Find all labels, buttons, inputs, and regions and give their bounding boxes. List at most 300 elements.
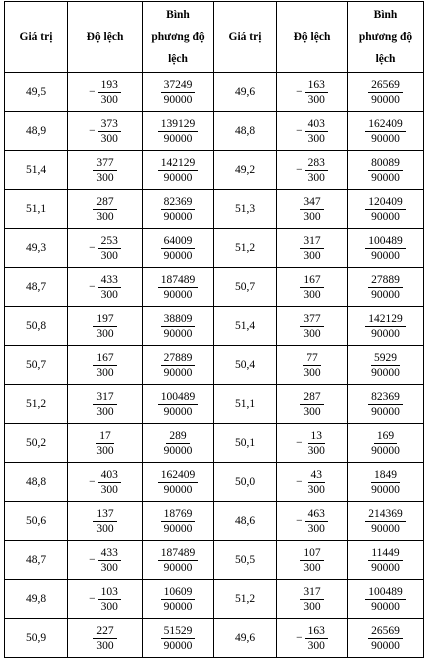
denominator: 90000 (163, 171, 193, 184)
fraction (158, 156, 199, 185)
denominator: 90000 (371, 210, 400, 223)
header-line: Độ lệch (86, 31, 124, 43)
table-row (5, 229, 424, 268)
denominator: 90000 (163, 210, 193, 223)
table-row (5, 619, 424, 658)
denominator: 90000 (371, 249, 400, 262)
deviation-cell (68, 307, 143, 346)
value-cell: 48,7 (5, 268, 68, 307)
squared-deviation-cell (143, 73, 214, 112)
fraction (93, 156, 116, 185)
numerator: 142129 (158, 156, 199, 171)
denominator: 300 (307, 639, 325, 652)
numerator: 167 (300, 273, 323, 288)
value-cell: 50,2 (5, 424, 68, 463)
denominator: 300 (96, 171, 114, 184)
numerator: 100489 (365, 585, 406, 600)
denominator: 300 (303, 366, 321, 379)
denominator: 300 (96, 327, 114, 340)
numerator: 227 (93, 624, 116, 639)
deviation-cell (68, 73, 143, 112)
value-cell: 51,3 (214, 190, 277, 229)
table-row (5, 268, 424, 307)
deviation-fraction (89, 468, 121, 497)
numerator: 51529 (161, 624, 196, 639)
numerator: 317 (300, 585, 323, 600)
denominator: 300 (96, 444, 114, 457)
denominator: 300 (100, 249, 118, 262)
numerator: 317 (93, 390, 116, 405)
value-cell: 50,9 (5, 619, 68, 658)
fraction (161, 429, 196, 458)
squared-deviation-cell (143, 424, 214, 463)
squared-deviation-fraction (161, 585, 196, 614)
squared-deviation-cell (348, 151, 424, 190)
deviation-cell (68, 502, 143, 541)
squared-deviation-cell (348, 346, 424, 385)
table-row (5, 346, 424, 385)
denominator: 90000 (371, 93, 400, 106)
numerator: 287 (300, 390, 323, 405)
denominator: 90000 (163, 288, 193, 301)
fraction (93, 312, 116, 341)
denominator: 90000 (371, 327, 400, 340)
fraction (365, 195, 406, 224)
numerator: 377 (300, 312, 323, 327)
header-value-2 (214, 2, 277, 73)
fraction (368, 156, 403, 185)
denominator: 90000 (163, 444, 193, 457)
denominator: 300 (100, 561, 118, 574)
denominator: 300 (303, 288, 321, 301)
denominator: 300 (96, 210, 114, 223)
value-cell: 50,6 (5, 502, 68, 541)
numerator: 214369 (365, 507, 406, 522)
deviation-cell (68, 112, 143, 151)
numerator: 139129 (158, 117, 199, 132)
denominator: 90000 (163, 483, 193, 496)
deviation-cell (68, 268, 143, 307)
value-cell: 51,1 (5, 190, 68, 229)
numerator: 82369 (161, 195, 196, 210)
fraction (365, 507, 406, 536)
squared-deviation-cell (348, 268, 424, 307)
squared-deviation-cell (348, 385, 424, 424)
deviation-cell (277, 268, 348, 307)
value-cell: 50,0 (214, 463, 277, 502)
squared-deviation-fraction (161, 624, 196, 653)
fraction (365, 312, 406, 341)
fraction (93, 624, 116, 653)
fraction (368, 390, 403, 419)
numerator: 26569 (368, 624, 403, 639)
squared-deviation-fraction (368, 546, 403, 575)
numerator: 253 (98, 234, 121, 249)
squared-deviation-cell (348, 307, 424, 346)
value-cell: 50,5 (214, 541, 277, 580)
denominator: 90000 (371, 639, 400, 652)
fraction (305, 468, 328, 497)
numerator: 1849 (371, 468, 400, 483)
value-cell: 51,2 (214, 580, 277, 619)
deviation-cell (68, 463, 143, 502)
table-row (5, 502, 424, 541)
deviation-cell (277, 502, 348, 541)
table-row (5, 112, 424, 151)
squared-deviation-cell (143, 112, 214, 151)
fraction (300, 234, 323, 263)
denominator: 90000 (371, 288, 400, 301)
deviation-cell (277, 151, 348, 190)
denominator: 300 (100, 288, 118, 301)
deviation-fraction (300, 390, 323, 419)
denominator: 300 (96, 366, 114, 379)
deviation-cell (277, 346, 348, 385)
value-cell: 50,1 (214, 424, 277, 463)
squared-deviation-cell (143, 619, 214, 658)
denominator: 300 (96, 522, 114, 535)
squared-deviation-fraction (161, 78, 196, 107)
header-line: lệch (168, 53, 188, 65)
deviation-fraction (89, 78, 121, 107)
fraction (161, 351, 196, 380)
header-row (5, 2, 424, 73)
fraction (300, 351, 323, 380)
fraction (98, 468, 121, 497)
numerator: 80089 (368, 156, 403, 171)
fraction (305, 429, 328, 458)
fraction (305, 156, 328, 185)
header-value-1 (5, 2, 68, 73)
fraction (305, 78, 328, 107)
fraction (161, 585, 196, 614)
squared-deviation-fraction (158, 468, 199, 497)
numerator: 43 (308, 468, 326, 483)
deviation-fraction (89, 546, 121, 575)
value-cell: 49,3 (5, 229, 68, 268)
minus-sign: − (89, 281, 96, 293)
numerator: 347 (300, 195, 323, 210)
denominator: 90000 (371, 405, 400, 418)
deviation-fraction (296, 624, 328, 653)
header-line: Bình (166, 9, 190, 21)
fraction (158, 273, 199, 302)
fraction (300, 585, 323, 614)
deviation-fraction (89, 273, 121, 302)
denominator: 90000 (371, 171, 400, 184)
value-cell: 48,8 (214, 112, 277, 151)
deviation-cell (277, 112, 348, 151)
deviation-cell (68, 346, 143, 385)
fraction (93, 507, 116, 536)
denominator: 300 (100, 483, 118, 496)
deviation-cell (277, 190, 348, 229)
value-cell: 51,1 (214, 385, 277, 424)
value-cell: 49,5 (5, 73, 68, 112)
denominator: 90000 (163, 522, 193, 535)
minus-sign: − (296, 164, 303, 176)
numerator: 403 (98, 468, 121, 483)
deviation-cell (277, 580, 348, 619)
fraction (161, 78, 196, 107)
denominator: 90000 (163, 93, 193, 106)
minus-sign: − (296, 476, 303, 488)
deviation-fraction (300, 585, 323, 614)
squared-deviation-cell (348, 619, 424, 658)
squared-deviation-fraction (365, 507, 406, 536)
squared-deviation-cell (348, 73, 424, 112)
numerator: 18769 (161, 507, 196, 522)
deviation-cell (68, 580, 143, 619)
table-row (5, 541, 424, 580)
header-line: phương độ (151, 31, 205, 43)
deviation-table (4, 1, 424, 658)
squared-deviation-cell (143, 580, 214, 619)
value-cell: 48,7 (5, 541, 68, 580)
squared-deviation-fraction (368, 351, 403, 380)
value-cell: 50,7 (214, 268, 277, 307)
denominator: 90000 (163, 132, 193, 145)
squared-deviation-fraction (161, 429, 196, 458)
fraction (305, 507, 328, 536)
value-cell: 49,2 (214, 151, 277, 190)
denominator: 300 (303, 561, 321, 574)
denominator: 300 (303, 249, 321, 262)
fraction (305, 624, 328, 653)
deviation-fraction (296, 117, 328, 146)
deviation-cell (277, 385, 348, 424)
squared-deviation-cell (143, 307, 214, 346)
numerator: 162409 (158, 468, 199, 483)
denominator: 90000 (163, 249, 193, 262)
table-row (5, 151, 424, 190)
squared-deviation-fraction (368, 78, 403, 107)
minus-sign: − (296, 515, 303, 527)
numerator: 193 (98, 78, 121, 93)
squared-deviation-cell (143, 463, 214, 502)
squared-deviation-fraction (368, 624, 403, 653)
denominator: 90000 (371, 600, 400, 613)
header-line: Độ lệch (293, 31, 331, 43)
value-cell: 49,6 (214, 73, 277, 112)
table-row (5, 580, 424, 619)
fraction (365, 234, 406, 263)
squared-deviation-fraction (158, 546, 199, 575)
minus-sign: − (89, 86, 96, 98)
numerator: 37249 (161, 78, 196, 93)
numerator: 403 (305, 117, 328, 132)
deviation-fraction (89, 234, 121, 263)
numerator: 187489 (158, 273, 199, 288)
squared-deviation-cell (143, 229, 214, 268)
deviation-cell (68, 151, 143, 190)
squared-deviation-fraction (158, 273, 199, 302)
fraction (158, 468, 199, 497)
deviation-fraction (93, 195, 116, 224)
fraction (98, 546, 121, 575)
value-cell: 48,8 (5, 463, 68, 502)
deviation-cell (277, 307, 348, 346)
numerator: 169 (374, 429, 397, 444)
squared-deviation-fraction (365, 234, 406, 263)
squared-deviation-fraction (161, 195, 196, 224)
denominator: 300 (303, 210, 321, 223)
denominator: 90000 (371, 561, 400, 574)
value-cell: 49,8 (5, 580, 68, 619)
squared-deviation-fraction (365, 117, 406, 146)
denominator: 90000 (163, 366, 193, 379)
deviation-cell (68, 385, 143, 424)
squared-deviation-fraction (368, 468, 403, 497)
numerator: 107 (300, 546, 323, 561)
denominator: 300 (100, 132, 118, 145)
fraction (300, 273, 323, 302)
value-cell: 50,8 (5, 307, 68, 346)
deviation-fraction (93, 429, 116, 458)
squared-deviation-fraction (365, 195, 406, 224)
deviation-fraction (300, 546, 323, 575)
value-cell: 51,2 (214, 229, 277, 268)
minus-sign: − (89, 593, 96, 605)
value-cell: 49,6 (214, 619, 277, 658)
denominator: 300 (307, 444, 325, 457)
numerator: 100489 (365, 234, 406, 249)
deviation-fraction (296, 507, 328, 536)
denominator: 90000 (163, 600, 193, 613)
numerator: 142129 (365, 312, 406, 327)
numerator: 120409 (365, 195, 406, 210)
table-row (5, 73, 424, 112)
squared-deviation-fraction (161, 234, 196, 263)
deviation-cell (277, 229, 348, 268)
numerator: 287 (93, 195, 116, 210)
header-line: lệch (375, 53, 396, 65)
value-cell: 51,4 (214, 307, 277, 346)
fraction (300, 195, 323, 224)
numerator: 27889 (368, 273, 403, 288)
numerator: 163 (305, 78, 328, 93)
squared-deviation-fraction (161, 507, 196, 536)
numerator: 283 (305, 156, 328, 171)
denominator: 90000 (163, 405, 193, 418)
fraction (93, 429, 116, 458)
squared-deviation-cell (348, 112, 424, 151)
squared-deviation-fraction (368, 273, 403, 302)
table-row (5, 424, 424, 463)
minus-sign: − (89, 476, 96, 488)
squared-deviation-fraction (161, 351, 196, 380)
deviation-fraction (300, 273, 323, 302)
squared-deviation-cell (143, 541, 214, 580)
fraction (300, 546, 323, 575)
fraction (368, 546, 403, 575)
numerator: 163 (305, 624, 328, 639)
deviation-fraction (300, 351, 323, 380)
minus-sign: − (296, 437, 303, 449)
denominator: 90000 (163, 327, 193, 340)
table-row (5, 190, 424, 229)
denominator: 300 (96, 405, 114, 418)
numerator: 13 (308, 429, 326, 444)
denominator: 90000 (371, 132, 400, 145)
numerator: 162409 (365, 117, 406, 132)
fraction (158, 117, 199, 146)
deviation-fraction (296, 78, 328, 107)
denominator: 300 (303, 405, 321, 418)
fraction (365, 585, 406, 614)
fraction (368, 429, 403, 458)
denominator: 90000 (163, 639, 193, 652)
numerator: 433 (98, 273, 121, 288)
header-deviation-1 (68, 2, 143, 73)
value-cell: 51,2 (5, 385, 68, 424)
denominator: 300 (307, 171, 325, 184)
deviation-fraction (89, 585, 121, 614)
squared-deviation-cell (143, 346, 214, 385)
deviation-fraction (296, 156, 328, 185)
deviation-fraction (93, 624, 116, 653)
value-cell: 50,4 (214, 346, 277, 385)
squared-deviation-cell (348, 541, 424, 580)
table-body (5, 73, 424, 658)
fraction (161, 507, 196, 536)
table-row (5, 385, 424, 424)
value-cell: 51,4 (5, 151, 68, 190)
squared-deviation-fraction (158, 156, 199, 185)
deviation-fraction (296, 429, 328, 458)
squared-deviation-cell (348, 502, 424, 541)
numerator: 289 (166, 429, 189, 444)
deviation-fraction (296, 468, 328, 497)
denominator: 90000 (371, 366, 400, 379)
numerator: 100489 (158, 390, 199, 405)
fraction (161, 234, 196, 263)
fraction (300, 312, 323, 341)
fraction (368, 351, 403, 380)
denominator: 300 (96, 639, 114, 652)
numerator: 10609 (161, 585, 196, 600)
fraction (161, 312, 196, 341)
numerator: 167 (93, 351, 116, 366)
fraction (365, 117, 406, 146)
header-line: phương độ (358, 31, 413, 43)
deviation-fraction (300, 312, 323, 341)
fraction (98, 117, 121, 146)
value-cell: 48,6 (214, 502, 277, 541)
table-row (5, 307, 424, 346)
deviation-fraction (300, 234, 323, 263)
denominator: 300 (100, 93, 118, 106)
fraction (98, 585, 121, 614)
squared-deviation-fraction (365, 585, 406, 614)
squared-deviation-cell (348, 190, 424, 229)
header-line: Giá trị (19, 31, 53, 43)
numerator: 38809 (161, 312, 196, 327)
squared-deviation-cell (348, 463, 424, 502)
numerator: 137 (93, 507, 116, 522)
denominator: 90000 (371, 444, 400, 457)
minus-sign: − (296, 86, 303, 98)
fraction (161, 624, 196, 653)
squared-deviation-cell (348, 424, 424, 463)
denominator: 300 (307, 522, 325, 535)
deviation-cell (68, 541, 143, 580)
fraction (93, 390, 116, 419)
numerator: 17 (96, 429, 114, 444)
numerator: 463 (305, 507, 328, 522)
header-deviation-2 (277, 2, 348, 73)
fraction (158, 546, 199, 575)
